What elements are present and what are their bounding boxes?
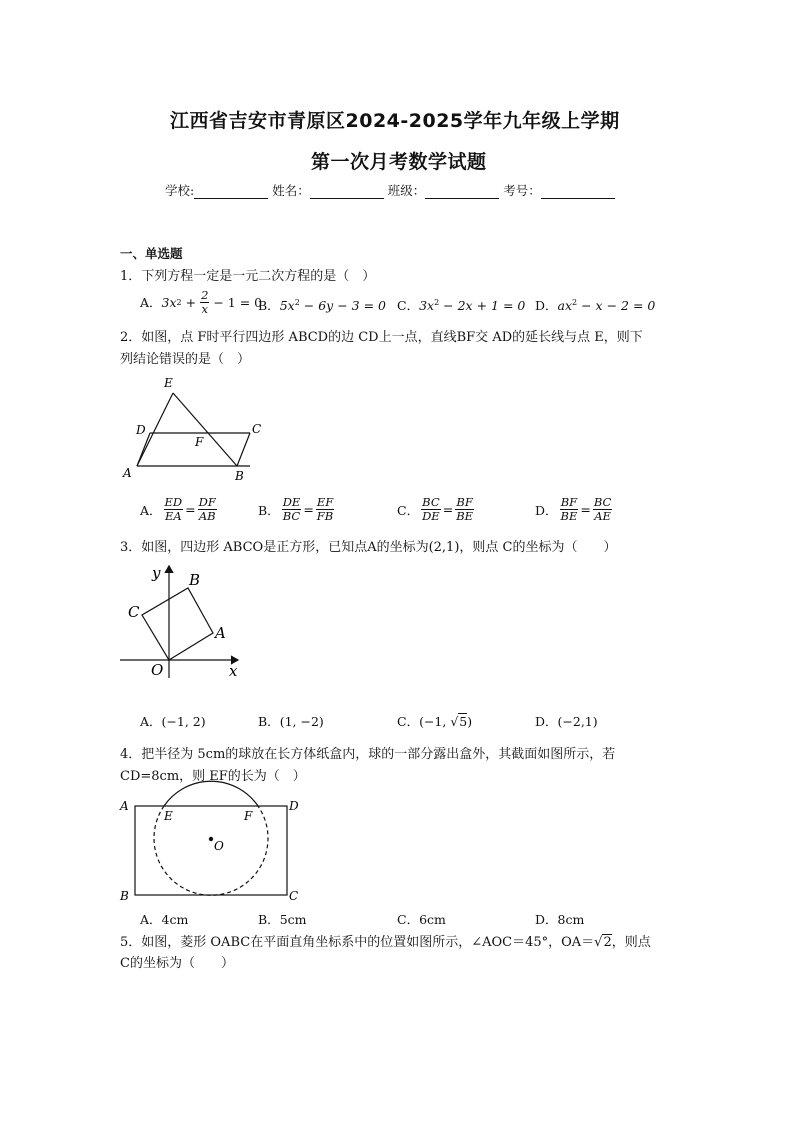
exam-title-line1: 江西省吉安市青原区2024-2025学年九年级上学期 <box>170 110 620 132</box>
q2-stem-line1: 2．如图，点 F时平行四边形 ABCD的边 CD上一点，直线BF交 AD的延长线与点 E，则下 <box>120 330 643 345</box>
q3-option-c[interactable]: C．(−1, √5) <box>397 714 473 729</box>
q2-label-b: B <box>235 469 244 483</box>
exam-title-line2: 第一次月考数学试题 <box>311 151 487 173</box>
q3-square <box>142 588 213 660</box>
student-info-fields <box>165 181 615 199</box>
q3-option-b[interactable]: B．(1, −2) <box>258 714 324 729</box>
q3-square-coordinate-figure <box>118 560 253 680</box>
q2-option-a[interactable]: A． $\frac{ED}{EA}$ = $\frac{DF}{AB}$ <box>140 495 216 523</box>
q4-option-a[interactable]: A．4cm <box>140 912 189 927</box>
q1-option-b[interactable]: B．$5x^2 - 6y - 3 = 0$ <box>258 297 386 313</box>
exam-number-blank[interactable] <box>541 186 615 199</box>
class-label: 班级： <box>387 183 426 198</box>
q4-option-c[interactable]: C．6cm <box>397 912 446 927</box>
q4-stem-line2: CD=8cm，则 EF的长为（ ） <box>120 769 306 784</box>
exam-number-label: 考号： <box>503 183 541 198</box>
school-blank[interactable] <box>194 186 268 199</box>
q1-a-fraction: $\frac{2}{x}$ <box>201 287 209 316</box>
q4-option-b[interactable]: B．5cm <box>258 912 307 927</box>
q2-label-a: A <box>123 466 132 480</box>
q3-option-a[interactable]: A．(−1, 2) <box>140 714 206 729</box>
q5-stem-line2: C的坐标为（ ） <box>120 956 234 971</box>
school-label: 学校: <box>165 183 195 198</box>
q4-box-ball-figure <box>116 780 306 906</box>
q4-label-b: B <box>120 889 129 903</box>
q1-option-a[interactable]: A． 3x 2 + $\frac{2}{x}$ − 1 = 0 <box>140 287 263 316</box>
q2-parallelogram-figure <box>118 372 278 484</box>
name-blank[interactable] <box>310 186 384 199</box>
q4-label-f: F <box>244 809 253 823</box>
section-heading: 一、单选题 <box>120 246 183 261</box>
q3-label-b: B <box>189 571 201 589</box>
q2-option-d[interactable]: D． $\frac{BF}{BE}$ = $\frac{BC}{AE}$ <box>535 495 612 523</box>
q4-label-c: C <box>289 889 299 903</box>
q4-stem-line1: 4．把半径为 5cm的球放在长方体纸盒内，球的一部分露出盒外，其截面如图所示，若 <box>120 747 616 762</box>
class-blank[interactable] <box>425 186 499 199</box>
q4-label-e: E <box>164 809 173 823</box>
name-label: 姓名： <box>272 183 310 198</box>
q4-center-point <box>209 837 213 841</box>
q4-option-d[interactable]: D．8cm <box>535 912 585 927</box>
q2-option-c[interactable]: C． $\frac{BC}{DE}$ = $\frac{BF}{BE}$ <box>397 495 474 523</box>
q4-ball-exposed-arc <box>164 781 258 806</box>
q2-stem-line2: 列结论错误的是（ ） <box>120 352 251 367</box>
q1-option-d[interactable]: D．$ax^2 - x - 2 = 0$ <box>535 297 656 313</box>
q1-stem: 1．下列方程一定是一元二次方程的是（ ） <box>120 269 376 284</box>
q2-label-d: D <box>136 423 146 437</box>
q4-label-d: D <box>289 799 299 813</box>
q2-label-e: E <box>164 376 173 390</box>
q3-label-y: y <box>152 564 161 582</box>
q2-label-f: F <box>195 435 204 449</box>
q1-option-c[interactable]: C．$3x^2 - 2x + 1 = 0$ <box>397 297 526 313</box>
q2-side-cb <box>237 433 250 466</box>
q3-label-x: x <box>229 662 238 680</box>
q2-label-c: C <box>252 422 262 436</box>
q3-option-d[interactable]: D．(−2,1) <box>535 714 598 729</box>
q2-option-b[interactable]: B． $\frac{DE}{BC}$ = $\frac{EF}{FB}$ <box>258 495 334 523</box>
q3-label-a: A <box>215 624 226 642</box>
q5-stem-line1: 5．如图，菱形 OABC在平面直角坐标系中的位置如图所示，∠AOC＝45°，OA＝√2，则点 <box>120 935 651 950</box>
q3-stem: 3．如图，四边形 ABCO是正方形，已知点A的坐标为(2,1)，则点 C的坐标为（ ） <box>120 540 617 555</box>
q4-label-a: A <box>120 799 129 813</box>
q4-label-o: O <box>214 839 224 853</box>
q3-label-o: O <box>151 661 164 679</box>
q3-label-c: C <box>128 603 140 621</box>
